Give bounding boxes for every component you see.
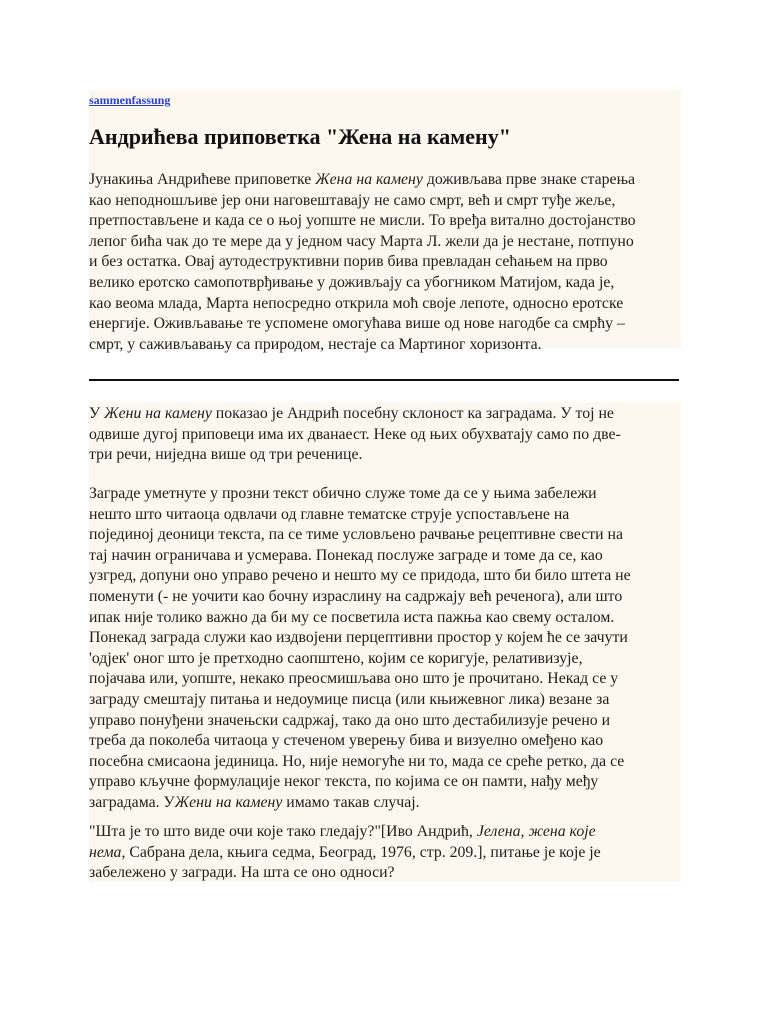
intro-paragraph: Јунакиња Андрићеве приповетке Жена на камену доживљава прве знаке старења као неподношљиве јер они наговештавају не само смрт, већ и смрт туђе жеље, претпостављене и када се о њој уопште не мисли. То вређа витално достојанство лепог бића чак до те мере да у једном часу Марта Л. жели да је нестане, потпуно и без остатка. Овај аутодеструктивни порив бива превладан сећањем на прво велико еротско самопотврђивање у доживљају са убогником Матијом, када је, као веома млада, Марта непосредно открила моћ своје лепоте, односно еротске енергије. Оживљавање те успомене омогућава више од нове нагодбе са смрћу – смрт, у саживљавању са природом, нестаје са Мартиног хоризонта. (89, 171, 636, 353)
quote-paragraph: "Шта је то што виде очи које тако гледају?"[Иво Андрић, Јелена, жена које нема, Сабрана дела, књига седма, Београд, 1976, стр. 209.], питање је које је забележено у загради. На шта се оно односи? (89, 823, 601, 882)
page-title: Андрићева приповетка "Жена на камену" (89, 124, 511, 149)
brackets-function-paragraph: Заграде уметнуте у прозни текст обично служе томе да се у њима забележи нешто што читаоца одвлачи од главне тематске струје успостављене на појединој деоници текста, па се тиме условљено рачвање рецептивне свести на тај начин ограничава и усмерава. Понекад послуже заграде и томе да се, као узгред, допуни оно управо речено и нешто му се придода, што би било штета не поменути (- не уочити као бочну израслину на садржају већ реченога), али што ипак није толико важно да би му се посветила иста пажња као свему осталом. Понекад заграда служи као издвојени перцептивни простор у којем ће се зачути 'одјек' оног што је претходно саопштено, којим се коригује, релативизује, појачава или, уопште, некако преосмишљава оно што је прочитано. Некад се у заграду смештају питања и недоумице писца (или књижевног лика) везане за управо понуђени значењски садржај, тако да оно што дестабилизује речено и треба да поколеба читаоца у стеченом уверењу бива и визуелно омеђено као посебна смисаона јединица. Но, није немогуће ни то, мада се среће ретко, да се управо кључне формулације неког текста, по којима се он памти, нађу међу заградама. УЖени на камену имамо такав случај. (89, 485, 631, 811)
horizontal-divider (89, 379, 679, 381)
summary-link[interactable]: sammenfassung (89, 93, 171, 107)
brackets-paragraph: У Жени на камену показао је Андрић посебну склоност ка заградама. У тој не одвише дугој приповеци има их дванаест. Неке од њих обухватају само по две- три речи, ниједна више од три реченице. (89, 405, 621, 464)
